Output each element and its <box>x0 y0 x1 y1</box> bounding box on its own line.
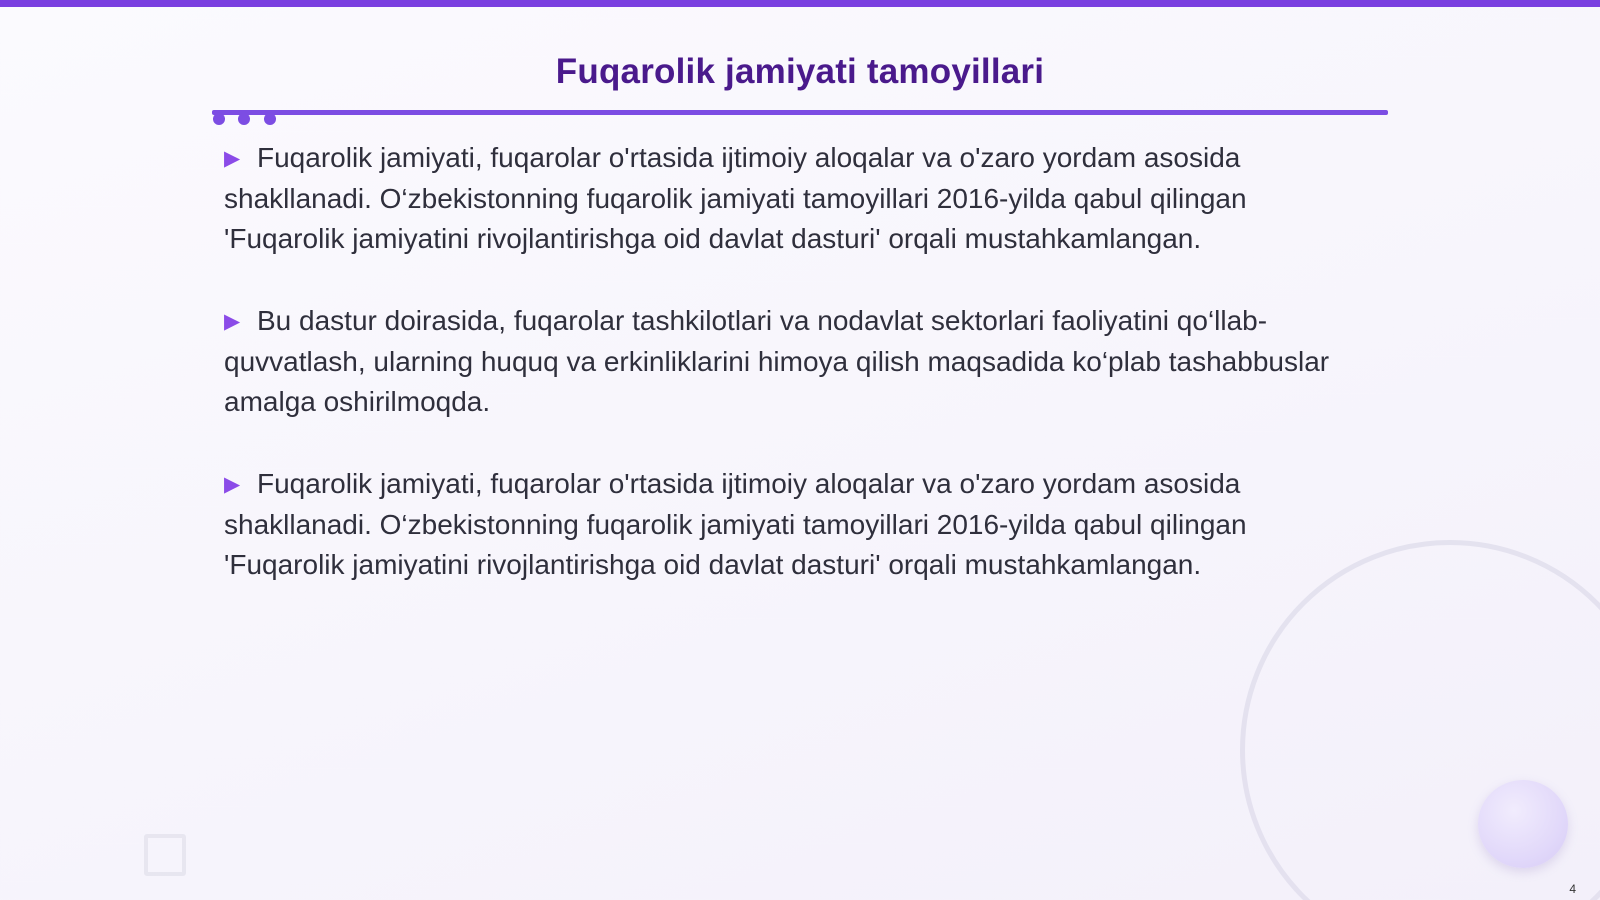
decorative-bubble <box>1478 780 1568 868</box>
decorative-square <box>144 834 186 876</box>
bullet-paragraph-1 <box>224 138 1364 259</box>
bullet-paragraph-3 <box>224 464 1364 585</box>
title-underline <box>212 110 1388 115</box>
slide-title: Fuqarolik jamiyati tamoyillari <box>555 52 1045 91</box>
decorative-dot-2 <box>238 113 250 125</box>
right-triangle-icon: ▶ <box>224 310 241 333</box>
slide-body <box>224 138 1364 627</box>
bullet-text: Fuqarolik jamiyati, fuqarolar o'rtasida ijtimoiy aloqalar va o'zaro yordam asosida shakllanadi. O‘zbekistonning fuqarolik jamiyati tamoyillari 2016-yilda qabul qilingan 'Fuqarolik jamiyatini rivojlantirishga oid davlat dasturi' orqali mustahkamlangan. <box>224 142 1247 254</box>
right-triangle-icon: ▶ <box>224 147 241 170</box>
page-number: 4 <box>1569 882 1576 896</box>
right-triangle-icon: ▶ <box>224 473 241 496</box>
bullet-paragraph-2 <box>224 301 1364 422</box>
bullet-text: Bu dastur doirasida, fuqarolar tashkilotlari va nodavlat sektorlari faoliyatini qo‘llab-quvvatlash, ularning huquq va erkinliklarini himoya qilish maqsadida ko‘plab tashabbuslar amalga oshirilmoqda. <box>224 305 1330 417</box>
bullet-text: Fuqarolik jamiyati, fuqarolar o'rtasida ijtimoiy aloqalar va o'zaro yordam asosida shakllanadi. O‘zbekistonning fuqarolik jamiyati tamoyillari 2016-yilda qabul qilingan 'Fuqarolik jamiyatini rivojlantirishga oid davlat dasturi' orqali mustahkamlangan. <box>224 468 1247 580</box>
decorative-dot-1 <box>213 113 225 125</box>
top-accent-bar <box>0 0 1600 7</box>
decorative-dot-3 <box>264 113 276 125</box>
